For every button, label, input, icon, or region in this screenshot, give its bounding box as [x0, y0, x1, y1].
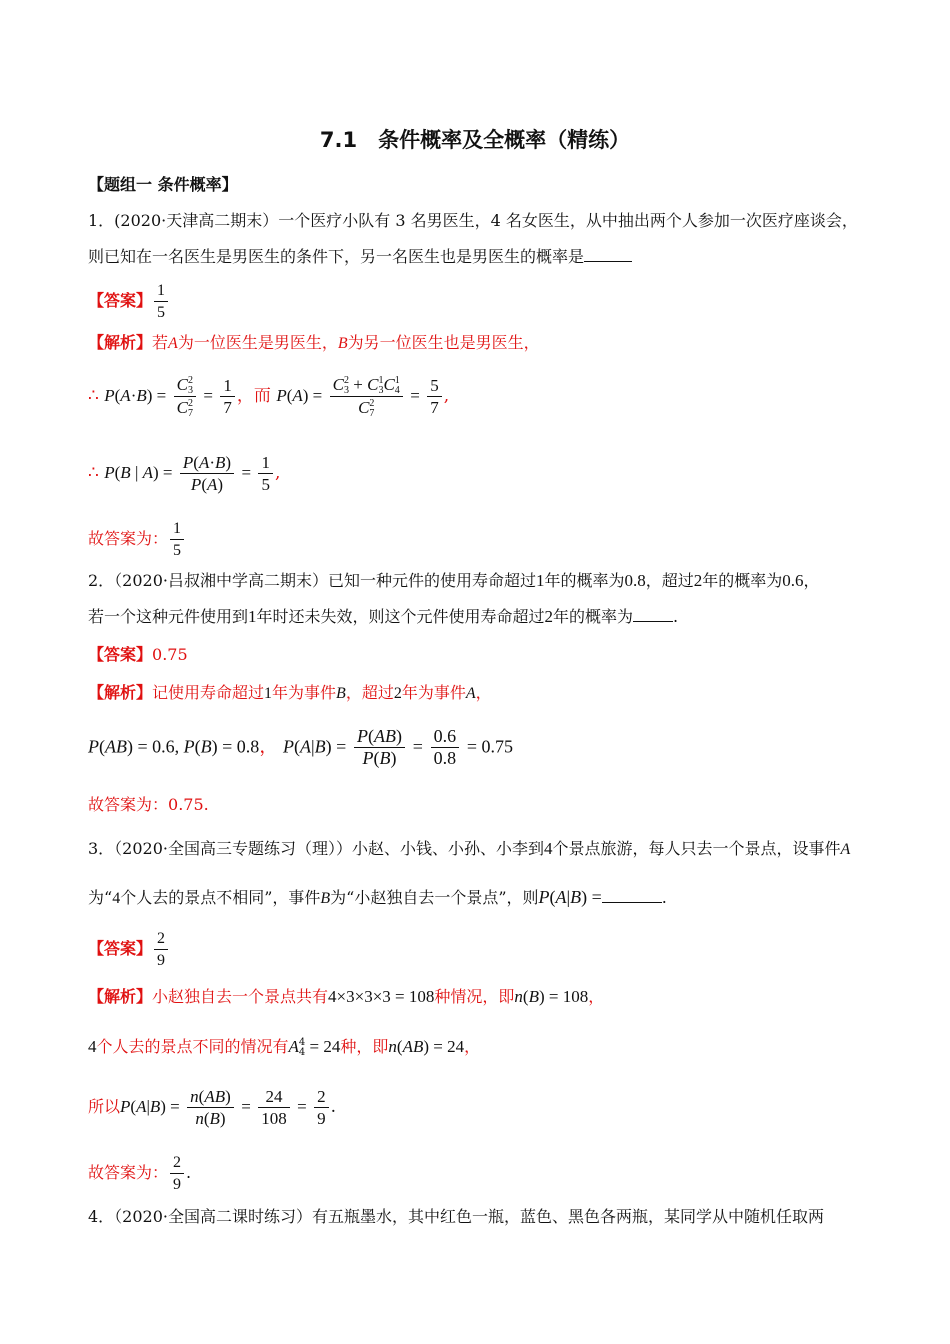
q1-formula-1: ∴ P(A·B) = C 2 3 C 2 7 = $\frac{1}{7}$ ，而 P(A) = C 2 3 + C 1 3 C 1 4 C 2 7 = $\frac{5}{7}$ , [88, 375, 450, 420]
q2-cond-fraction: $\frac{P(AB)}{P(B)}$ [354, 726, 405, 769]
q2-final: 故答案为：0.75. [88, 795, 209, 814]
q1-ana-mid: 为一位医生是男医生， [177, 333, 338, 352]
q1-text-line2-content: 则已知在一名医生是男医生的条件下，另一名医生也是男医生的概率是 [88, 247, 585, 266]
answer-label: 【答案】 [88, 291, 153, 310]
fraction-5-7: $\frac{5}{7}$ [427, 375, 442, 418]
q1-answer-den: 5 [157, 304, 166, 321]
q1-answer-num: 1 [154, 280, 168, 302]
q1-analysis [88, 332, 540, 355]
q3-analysis-2: 4个人去的景点不同的情况有A 4 4 = 24种，即n(AB) = 24， [88, 1036, 481, 1058]
q1-final-fraction: $\frac{1}{5}$ [170, 518, 184, 561]
q3-formula: 所以P(A|B) = $\frac{n(AB)}{n(B)}$ = $\frac{24}{108}$ = $\frac{2}{9}$ . [88, 1087, 337, 1128]
therefore-symbol: ∴ [88, 386, 99, 406]
page-title: 7.1 条件概率及全概率（精练） [319, 128, 631, 152]
q3-value-fraction: $\frac{24}{108}$ [258, 1086, 290, 1129]
q1-final [88, 518, 186, 561]
q2-analysis: 【解析】记使用寿命超过1年为事件B，超过2年为事件A， [88, 683, 492, 702]
q1-text-line1: 1．(2020·天津高二期末）一个医疗小队有 3 名男医生，4 名女医生，从中抽出两个人参加一次医疗座谈会， [88, 211, 858, 230]
q1-answer-fraction [154, 280, 168, 323]
event-a: A [168, 335, 178, 352]
q3-n-fraction: $\frac{n(AB)}{n(B)}$ [187, 1086, 234, 1129]
q3-final-fraction: $\frac{2}{9}$ [170, 1152, 184, 1195]
q3-text-line2: 为“4个人去的景点不相同”，事件B为“小赵独自去一个景点”，则P(A|B) = . [88, 887, 667, 907]
group-heading: 【题组一 条件概率】 [88, 175, 238, 194]
q1-ana-post: 为另一位医生也是男医生， [347, 333, 540, 352]
q3-result-fraction: $\frac{2}{9}$ [314, 1086, 329, 1129]
q2-value-fraction: $\frac{0.6}{0.8}$ [431, 726, 460, 769]
combo-sum-fraction: C 2 3 + C 1 3 C 1 4 C 2 7 [330, 374, 403, 419]
fraction-1-5: $\frac{1}{5}$ [258, 452, 273, 495]
combo-fraction: C 2 3 C 2 7 [174, 374, 196, 419]
conditional-fraction: $\frac{P(A\cdot B)}{P(A)}$ [180, 452, 234, 495]
q2-answer-value: 0.75 [152, 645, 188, 664]
event-b: B [337, 335, 348, 352]
q1-text-line2 [88, 246, 632, 268]
final-label: 故答案为： [88, 529, 169, 548]
q3-text-line1: 3．（2020·全国高三专题练习（理））小赵、小钱、小孙、小李到4个景点旅游，每人只去一个景点，设事件A [88, 839, 851, 858]
q1-then-word: ，而 [236, 386, 271, 407]
q3-answer: 【答案】 $\frac{2}{9}$ [88, 928, 170, 971]
answer-blank [633, 607, 673, 622]
analysis-label: 【解析】 [88, 333, 153, 352]
q2-text-line1: 2．（2020·吕叔湘中学高二期末）已知一种元件的使用寿命超过1年的概率为0.8，超过2年的概率为0.6， [88, 571, 820, 590]
q3-answer-fraction: $\frac{2}{9}$ [154, 928, 168, 971]
q2-text-line2: 若一个这种元件使用到1年时还未失效，则这个元件使用寿命超过2年的概率为 . [88, 607, 679, 626]
q2-final-value: 0.75. [168, 795, 209, 814]
q4-text-line1: 4．（2020·全国高二课时练习）有五瓶墨水，其中红色一瓶，蓝色、黑色各两瓶，某同学从中随机任取两 [88, 1207, 824, 1226]
formula-pab: P [104, 386, 115, 406]
q1-answer [88, 280, 170, 323]
q1-formula-2: ∴ P(B | A) = $\frac{P(A\cdot B)}{P(A)}$ = $\frac{1}{5}$ , [88, 453, 281, 494]
q2-formula: P(AB) = 0.6, P(B) = 0.8， P(A|B) = $\frac{P(AB)}{P(B)}$ = $\frac{0.6}{0.8}$ = 0.75 [88, 726, 514, 768]
answer-blank [602, 888, 662, 903]
q1-ana-pre: 若 [152, 333, 169, 352]
fraction-1-7: $\frac{1}{7}$ [220, 375, 235, 418]
q2-answer: 【答案】0.75 [88, 645, 188, 664]
q3-analysis: 【解析】小赵独自去一个景点共有4×3×3×3 = 108种情况，即n(B) = 108， [88, 987, 605, 1006]
answer-blank [584, 247, 632, 262]
q3-final: 故答案为： $\frac{2}{9}$ . [88, 1154, 192, 1193]
